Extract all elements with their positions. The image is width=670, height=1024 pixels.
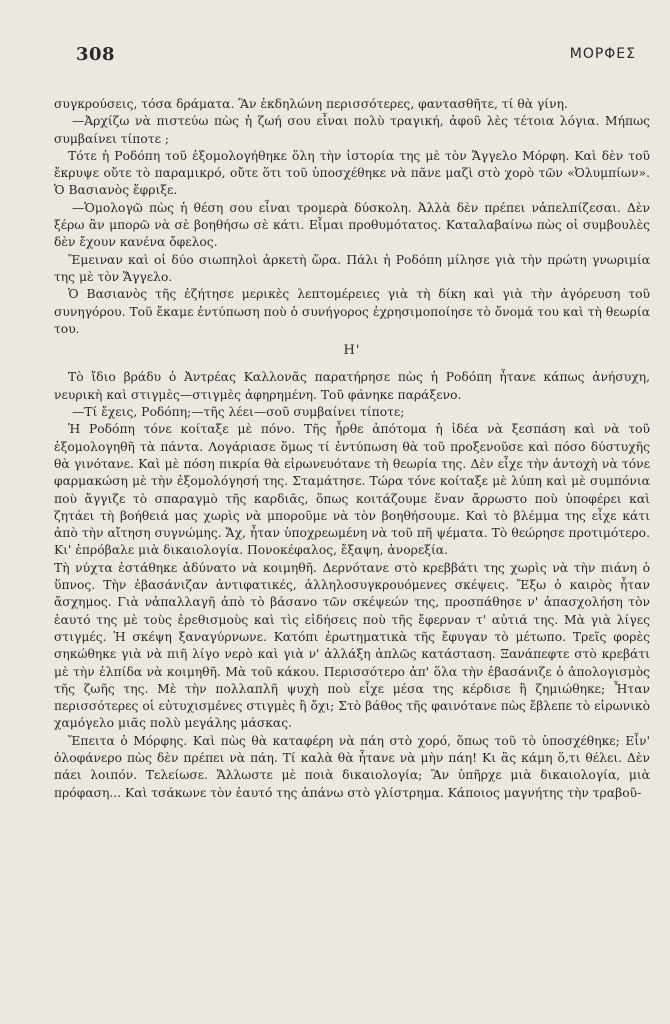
paragraph: Τότε ἡ Ροδόπη τοῦ ἐξομολογήθηκε ὅλη τὴν ἱστορία της μὲ τὸν Ἄγγελο Μόρφη. Καὶ δὲν τοῦ ἔκρυψε οὔτε τὸ παραμικρό, οὔτε ὅτι τοῦ ὑποσχέθηκε νὰ πᾶνε μαζὶ στὸ χορὸ τῶν «Ὀλυμπίων». Ὁ Βασιανὸς ἔφριξε. (54, 148, 650, 198)
page-header (54, 44, 642, 70)
body-text (54, 96, 650, 802)
page-number: 308 (76, 44, 116, 65)
paragraph: συγκρούσεις, τόσα δράματα. Ἂν ἐκδηλώνη περισσότερες, φαντασθῆτε, τί θὰ γίνη. (54, 97, 568, 111)
chapter-heading: Η' (343, 343, 361, 359)
paragraph: Τὸ ἴδιο βράδυ ὁ Ἀντρέας Καλλονᾶς παρατήρησε πὼς ἡ Ροδόπη ἦτανε κάπως ἀνήσυχη, νευρικὴ καὶ στιγμὲς—στιγμὲς ἀφηρημένη. Τοῦ φάνηκε παράξενο. (54, 370, 650, 402)
paragraph: —Ὁμολογῶ πὼς ἡ θέση σου εἶναι τρομερὰ δύσκολη. Ἀλλὰ δὲν πρέπει νἀπελπίζεσαι. Δὲν ξέρω ἂν μπορῶ νὰ σὲ βοηθήσω σὲ κάτι. Εἶμαι προθυμότατος. Καταλαβαίνω πὼς οἱ συμβουλὲς δὲν ἔχουν κανένα ὄφελος. (54, 200, 650, 250)
paragraph: Ἡ Ροδόπη τόνε κοίταξε μὲ πόνο. Τῆς ἦρθε ἀπότομα ἡ ἰδέα νὰ ξεσπάση καὶ νὰ τοῦ ἐξομολογηθῆ τὰ πάντα. Λογάριασε ὅμως τί ἐντύπωση θὰ τοῦ προξενοῦσε καὶ πόσο δύστυχῆς θὰ γινότανε. Καὶ μὲ πόση πικρία θὰ εἰρωνευότανε τὴ θεωρία της. Δὲν εἶχε τὴν ἀντοχὴ νὰ τόνε φαρμακώση μὲ τὴν ἐξομολόγησή της. Σταμάτησε. Τώρα τόνε κοίταξε μὲ λύπη καὶ μὲ συμπόνια ποὺ ἄγγιζε τὸ σπαραγμὸ τῆς καρδιᾶς, ὅπως κοιτάζουμε ἕναν ἄρρωστο ποὺ ὑποφέρει καὶ ζητάει τὴ βοήθειά μας χωρὶς νὰ μποροῦμε νὰ τὸν βοηθήσουμε. Καὶ τὸ βλέμμα της εἶχε κάτι ἀπὸ τὴν αἴτηση συγνώμης. Ἄχ, ἦταν ὑποχρεωμένη νὰ τοῦ πῆ ψέματα. Τὸ θεώρησε προτιμότερο. Κι' ἐπρόβαλε μιὰ δικαιολογία. Πονοκέφαλος, ἔξαψη, ἀνορεξία. (54, 422, 650, 558)
running-title: ΜΟΡΦΕΣ (569, 46, 636, 62)
paragraph: —Τί ἔχεις, Ροδόπη;—τῆς λέει—σοῦ συμβαίνει τίποτε; (72, 405, 405, 420)
paragraph: Ἔπειτα ὁ Μόρφης. Καὶ πὼς θὰ καταφέρη νὰ πάη στὸ χορό, ὅπως τοῦ τὸ ὑποσχέθηκε; Εἶν' ὁλοφάνερο πὼς δὲν πρέπει νὰ πάη. Τί καλὰ θὰ ἦτανε νὰ μὴν πάη! Κι ἂς κάμη ὅ,τι θέλει. Δὲν πάει λοιπόν. Τελείωσε. Ἄλλωστε μὲ ποιὰ δικαιολογία; Ἂν ὑπῆρχε μιὰ δικαιολογία, μιὰ πρόφαση... Καὶ τσάκωνε τὸν ἑαυτό της ἀπάνω στὸ γλίστρημα. Κάποιος μαγνήτης τὴν τραβοῦ- (54, 733, 650, 800)
paragraph: Τὴ νύχτα ἐστάθηκε ἀδύνατο νὰ κοιμηθῆ. Δερνότανε στὸ κρεββάτι της χωρὶς νὰ τὴν πιάνη ὁ ὕπνος. Τὴν ἐβασάνιζαν ἀντιφατικές, ἀλληλοσυγκρουόμενες σκέψεις. Ἔξω ὁ καιρὸς ἦταν ἄσχημος. Γιὰ νἀπαλλαγῆ ἀπὸ τὸ βάσανο τῶν σκέψεών της, προσπάθησε ν' ἀπασχολήση τὸν ἑαυτό της μὲ τοὺς ἐρεθισμοὺς καὶ τὶς εἰδήσεις ποὺ τῆς ἔφερναν τ' αὐτιά της. Μὰ γιὰ λίγες στιγμές. Ἡ σκέψη ξαναγύρνωνε. Κατόπι ἐρωτηματικὰ τῆς ἔφυγαν τὸ μέτωπο. Τρεῖς φορὲς σηκώθηκε γιὰ νὰ πιῆ λίγο νερὸ καὶ γιὰ ν' ἀλλάξη ἁπλῶς κατάσταση. Ξανάπεφτε στὸ κρεβάτι μὲ τὴν ἐλπίδα νὰ κοιμηθῆ. Μὰ τοῦ κάκου. Περισσότερο ἀπ' ὅλα τὴν ἐβασάνιζε ὁ ἀπολογισμὸς τῆς ζωῆς της. Μὲ τὴν πολλαπλῆ ψυχὴ ποὺ εἶχε μέσα της κέρδισε ἢ ζημιώθηκε; Ἦταν περισσότερες οἱ εὐτυχισμένες στιγμὲς ἢ ὄχι; Στὸ βάθος τῆς φαινότανε πὼς ἔβλεπε τὸ εἰρωνικὸ χαμόγελο μιᾶς πολὺ μεγάλης μάσκας. (54, 560, 650, 731)
paragraph: —Ἀρχίζω νὰ πιστεύω πὼς ἡ ζωή σου εἶναι πολὺ τραγική, ἀφοῦ λὲς τέτοια λόγια. Μήπως συμβαίνει τίποτε ; (54, 114, 650, 146)
paragraph: Ὁ Βασιανὸς τῆς ἐζήτησε μερικὲς λεπτομέρειες γιὰ τὴ δίκη καὶ γιὰ τὴν ἀγόρευση τοῦ συνηγόρου. Τοῦ ἔκαμε ἐντύπωση ποὺ ὁ συνήγορος ἐχρησιμοποίησε τὸ ὄνομά του καὶ τὴ θεωρία του. (54, 287, 650, 336)
paragraph: Ἔμειναν καὶ οἱ δύο σιωπηλοὶ ἀρκετὴ ὥρα. Πάλι ἡ Ροδόπη μίλησε γιὰ τὴν πρώτη γνωριμία της μὲ τὸν Ἄγγελο. (54, 252, 650, 284)
